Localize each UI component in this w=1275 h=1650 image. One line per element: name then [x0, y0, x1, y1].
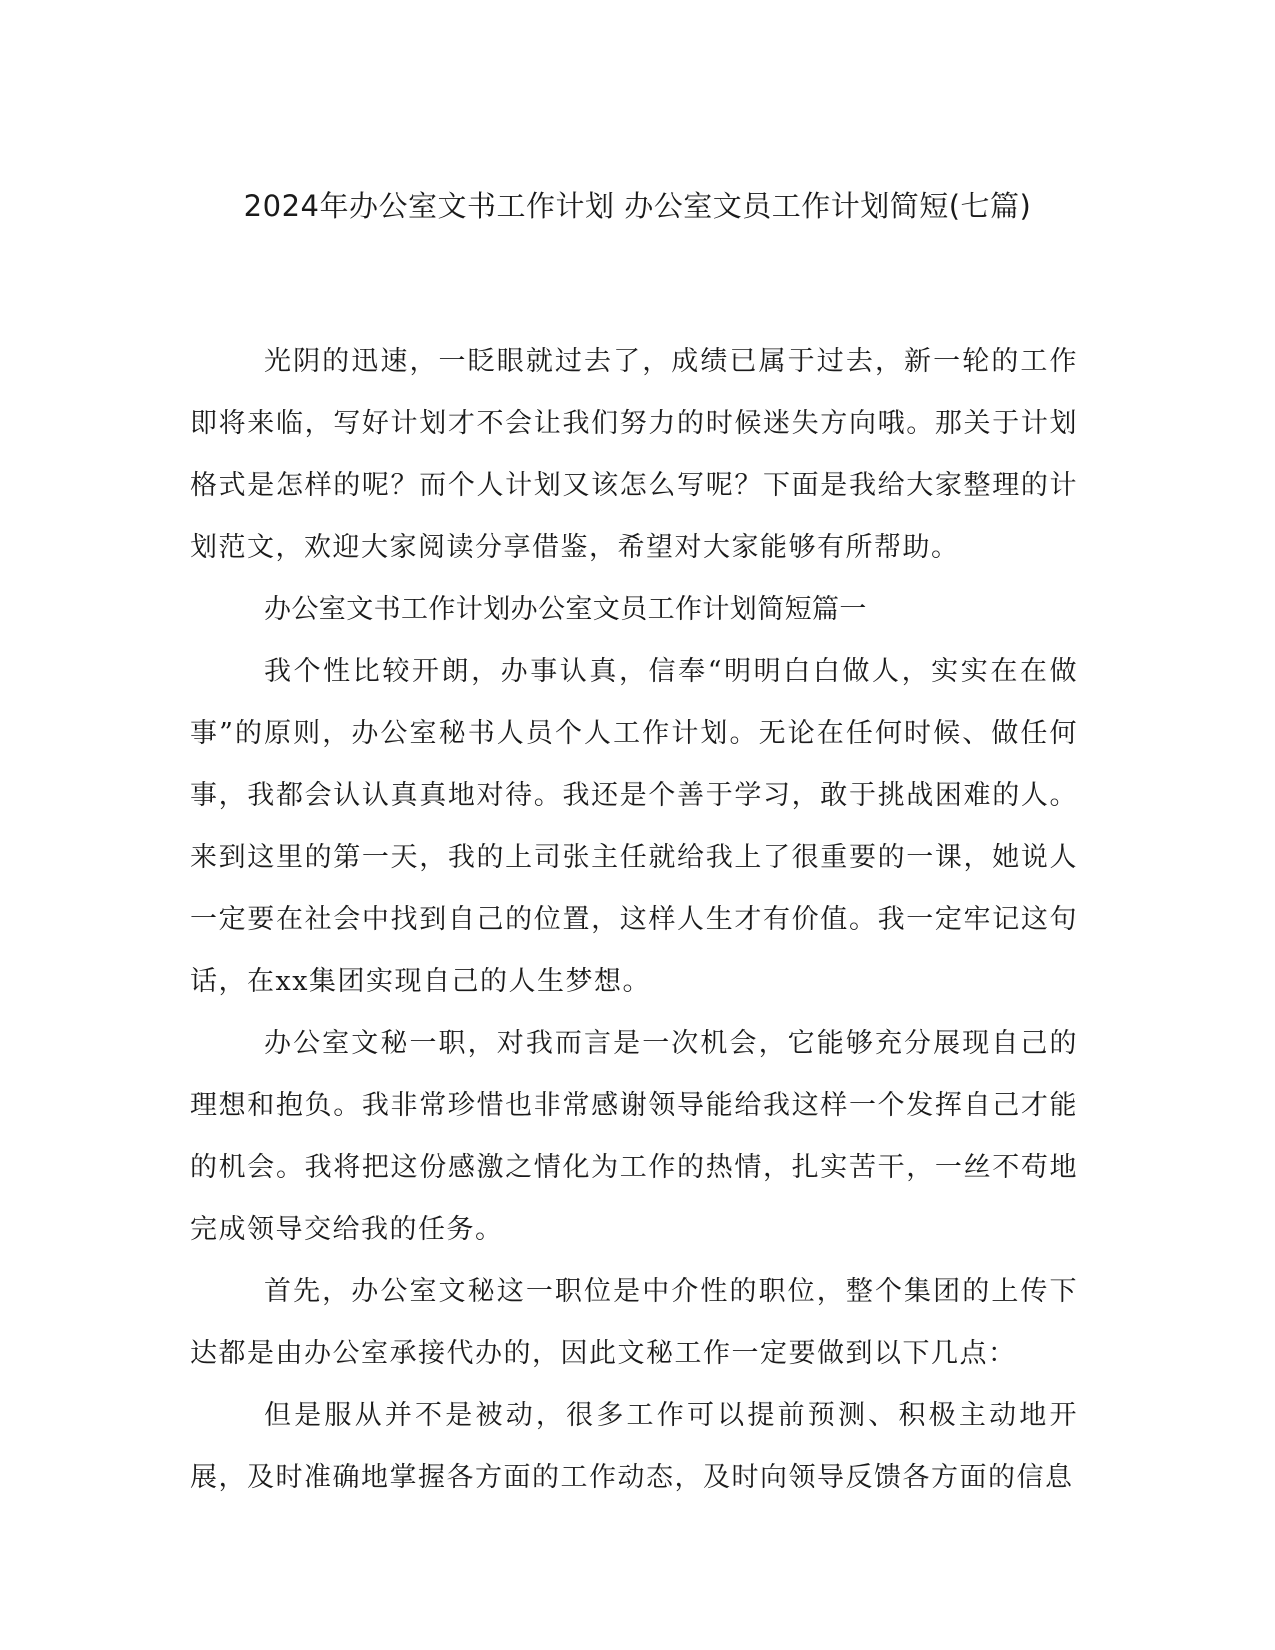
body-paragraph: 办公室文秘一职，对我而言是一次机会，它能够充分展现自己的理想和抱负。我非常珍惜也非常感谢领导能给我这样一个发挥自己才能的机会。我将把这份感激之情化为工作的热情，扎实苦干，一丝不苟地完成领导交给我的任务。 [190, 1028, 1078, 1245]
body-paragraph: 但是服从并不是被动，很多工作可以提前预测、积极主动地开展，及时准确地掌握各方面的工作动态，及时向领导反馈各方面的信息 [190, 1400, 1078, 1493]
document-body [190, 331, 1078, 1509]
document-title: 2024年办公室文书工作计划 办公室文员工作计划简短(七篇) [243, 189, 1032, 223]
intro-paragraph: 光阴的迅速，一眨眼就过去了，成绩已属于过去，新一轮的工作即将来临，写好计划才不会让我们努力的时候迷失方向哦。那关于计划格式是怎样的呢？而个人计划又该怎么写呢？下面是我给大家整理的计划范文，欢迎大家阅读分享借鉴，希望对大家能够有所帮助。 [190, 346, 1078, 563]
body-paragraph: 我个性比较开朗，办事认真，信奉“明明白白做人，实实在在做事”的原则，办公室秘书人员个人工作计划。无论在任何时候、做任何事，我都会认认真真地对待。我还是个善于学习，敢于挑战困难的人。来到这里的第一天，我的上司张主任就给我上了很重要的一课，她说人一定要在社会中找到自己的位置，这样人生才有价值。我一定牢记这句话，在xx集团实现自己的人生梦想。 [190, 656, 1078, 997]
body-paragraph: 首先，办公室文秘这一职位是中介性的职位，整个集团的上传下达都是由办公室承接代办的，因此文秘工作一定要做到以下几点： [190, 1276, 1078, 1369]
section-heading: 办公室文书工作计划办公室文员工作计划简短篇一 [264, 594, 867, 625]
